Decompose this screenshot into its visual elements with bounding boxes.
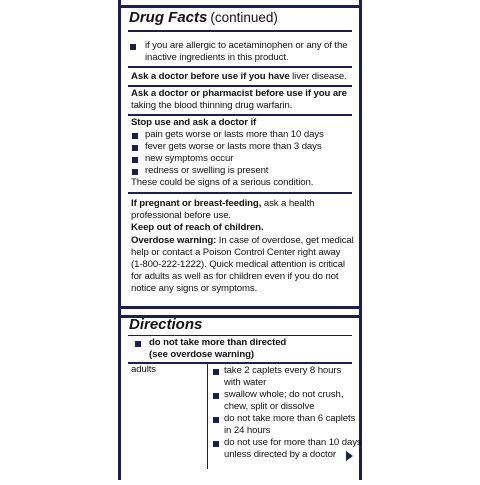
adult-dose-item-cont: with water [224, 377, 267, 388]
overdose-warning: Overdose warning: In case of overdose, get medical [131, 235, 354, 246]
pregnant-text: If pregnant or breast-feeding, ask a health [131, 198, 315, 209]
ask-pharmacist-heading: Ask a doctor or pharmacist before use if you are [131, 88, 347, 99]
bullet-square-icon [213, 441, 219, 447]
bullet-square-icon [213, 417, 219, 423]
adult-dose-item-cont: in 24 hours [224, 425, 271, 436]
adult-dose-item: take 2 caplets every 8 hours [224, 365, 342, 376]
bullet-square-icon [213, 393, 219, 399]
ask-pharmacist-text: taking the blood thinning drug warfarin. [131, 100, 293, 111]
continue-arrow-icon [346, 451, 353, 461]
section-rule [128, 192, 352, 194]
directions-warning: do not take more than directed [149, 337, 287, 348]
drug-facts-title: Drug Facts (continued) [129, 9, 278, 26]
section-rule [128, 66, 352, 68]
allergy-text-line2: inactive ingredients in this product. [145, 52, 289, 63]
directions-warning-ref: (see overdose warning) [149, 349, 254, 360]
header-rule [128, 30, 352, 32]
adults-label: adults [131, 364, 157, 375]
stop-use-item: new symptoms occur [145, 153, 234, 164]
stop-use-heading: Stop use and ask a doctor if [131, 117, 257, 128]
overdose-text-line3: (1-800-222-1222). Quick medical attention is critical [131, 259, 345, 270]
ask-doctor-text: Ask a doctor before use if you have liver disease. [131, 71, 347, 82]
bullet-square-icon [130, 44, 136, 50]
directions-rule [128, 335, 352, 336]
directions-title: Directions [129, 316, 203, 333]
stop-use-note: These could be signs of a serious condition. [131, 177, 314, 188]
adult-dose-item: do not use for more than 10 days [224, 437, 362, 448]
keep-out-of-reach: Keep out of reach of children. [131, 222, 264, 233]
table-divider [207, 364, 208, 469]
allergy-text-line1: if you are allergic to acetaminophen or any of the [145, 40, 348, 51]
bullet-square-icon [132, 133, 138, 139]
overdose-text-line4: for adults as well as for children even if you do not [131, 271, 339, 282]
section-rule [128, 85, 352, 87]
stop-use-item: fever gets worse or lasts more than 3 days [145, 141, 322, 152]
bullet-square-icon [132, 169, 138, 175]
stop-use-item: redness or swelling is present [145, 165, 269, 176]
adult-dose-item: swallow whole; do not crush, [224, 389, 344, 400]
pregnant-text-line2: professional before use. [131, 210, 231, 221]
stop-use-item: pain gets worse or lasts more than 10 days [145, 129, 324, 140]
adult-dose-item-cont: chew, split or dissolve [224, 401, 315, 412]
directions-table-rule [128, 362, 352, 364]
overdose-text-line2: help or contact a Poison Control Center right away [131, 247, 341, 258]
bullet-square-icon [132, 145, 138, 151]
bullet-square-icon [135, 341, 141, 347]
bullet-square-icon [213, 369, 219, 375]
overdose-text-line5: notice any signs or symptoms. [131, 283, 258, 294]
adult-dose-item: do not take more than 6 caplets [224, 413, 356, 424]
adult-dose-item-cont: unless directed by a doctor [224, 449, 336, 460]
section-rule [128, 114, 352, 116]
bullet-square-icon [132, 157, 138, 163]
